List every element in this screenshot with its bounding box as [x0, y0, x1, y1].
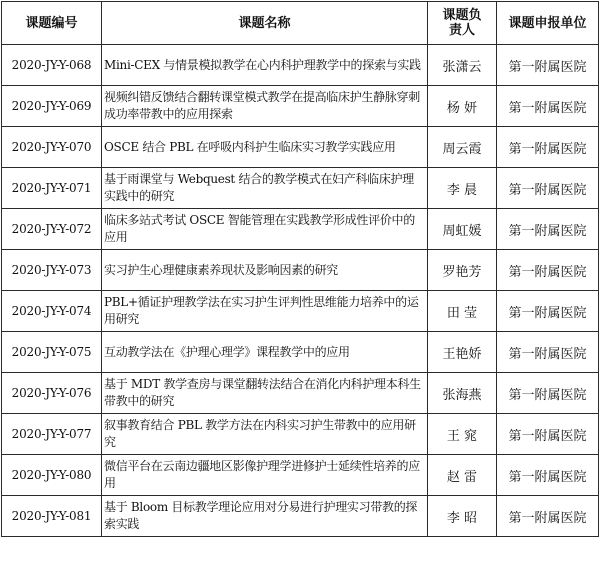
project-leader-cell: 赵 雷 — [428, 455, 497, 496]
project-id-cell: 2020-JY-Y-073 — [2, 250, 102, 291]
project-name-cell: OSCE 结合 PBL 在呼吸内科护生临床实习教学实践应用 — [102, 127, 428, 168]
project-table — [1, 1, 599, 537]
project-name-cell: 基于 Bloom 目标教学理论应用对分易进行护理实习带教的探索实践 — [102, 496, 428, 537]
project-name-cell: 临床多站式考试 OSCE 智能管理在实践教学形成性评价中的应用 — [102, 209, 428, 250]
project-leader-cell: 周云霞 — [428, 127, 497, 168]
header-project-leader: 课题负责人 — [428, 2, 497, 45]
project-leader-cell: 李 晨 — [428, 168, 497, 209]
project-leader-cell: 张潇云 — [428, 45, 497, 86]
header-project-name: 课题名称 — [102, 2, 428, 45]
applying-unit-cell: 第一附属医院 — [497, 209, 599, 250]
project-id-cell: 2020-JY-Y-080 — [2, 455, 102, 496]
project-id-cell: 2020-JY-Y-069 — [2, 86, 102, 127]
project-name-cell: 基于 MDT 教学查房与课堂翻转法结合在消化内科护理本科生带教中的研究 — [102, 373, 428, 414]
table-row — [2, 168, 599, 209]
applying-unit-cell: 第一附属医院 — [497, 127, 599, 168]
project-id-cell: 2020-JY-Y-068 — [2, 45, 102, 86]
table-row — [2, 332, 599, 373]
project-id-cell: 2020-JY-Y-077 — [2, 414, 102, 455]
table-row — [2, 45, 599, 86]
project-name-cell: 叙事教育结合 PBL 教学方法在内科实习护生带教中的应用研究 — [102, 414, 428, 455]
project-name-cell: 视频纠错反馈结合翻转课堂模式教学在提高临床护生静脉穿刺成功率带教中的应用探索 — [102, 86, 428, 127]
header-project-id: 课题编号 — [2, 2, 102, 45]
project-id-cell: 2020-JY-Y-070 — [2, 127, 102, 168]
table-row — [2, 127, 599, 168]
applying-unit-cell: 第一附属医院 — [497, 496, 599, 537]
project-id-cell: 2020-JY-Y-072 — [2, 209, 102, 250]
project-id-cell: 2020-JY-Y-071 — [2, 168, 102, 209]
applying-unit-cell: 第一附属医院 — [497, 373, 599, 414]
project-name-cell: 实习护生心理健康素养现状及影响因素的研究 — [102, 250, 428, 291]
project-name-cell: PBL+循证护理教学法在实习护生评判性思维能力培养中的运用研究 — [102, 291, 428, 332]
applying-unit-cell: 第一附属医院 — [497, 250, 599, 291]
project-id-cell: 2020-JY-Y-076 — [2, 373, 102, 414]
table-row — [2, 414, 599, 455]
table-row — [2, 455, 599, 496]
project-leader-cell: 罗艳芳 — [428, 250, 497, 291]
project-leader-cell: 张海燕 — [428, 373, 497, 414]
project-leader-cell: 李 昭 — [428, 496, 497, 537]
project-leader-cell: 杨 妍 — [428, 86, 497, 127]
project-id-cell: 2020-JY-Y-074 — [2, 291, 102, 332]
table-row — [2, 496, 599, 537]
table-row — [2, 86, 599, 127]
project-name-cell: 互动教学法在《护理心理学》课程教学中的应用 — [102, 332, 428, 373]
applying-unit-cell: 第一附属医院 — [497, 86, 599, 127]
applying-unit-cell: 第一附属医院 — [497, 45, 599, 86]
project-leader-cell: 田 莹 — [428, 291, 497, 332]
project-leader-cell: 王 窕 — [428, 414, 497, 455]
applying-unit-cell: 第一附属医院 — [497, 332, 599, 373]
table-row — [2, 373, 599, 414]
project-name-cell: 微信平台在云南边疆地区影像护理学进修护士延续性培养的应用 — [102, 455, 428, 496]
table-row — [2, 250, 599, 291]
project-name-cell: 基于雨课堂与 Webquest 结合的教学模式在妇产科临床护理实践中的研究 — [102, 168, 428, 209]
applying-unit-cell: 第一附属医院 — [497, 291, 599, 332]
table-header-row — [2, 2, 599, 45]
project-id-cell: 2020-JY-Y-081 — [2, 496, 102, 537]
table-row — [2, 209, 599, 250]
table-row — [2, 291, 599, 332]
project-leader-cell: 周虹媛 — [428, 209, 497, 250]
project-name-cell: Mini-CEX 与情景模拟教学在心内科护理教学中的探索与实践 — [102, 45, 428, 86]
applying-unit-cell: 第一附属医院 — [497, 168, 599, 209]
project-id-cell: 2020-JY-Y-075 — [2, 332, 102, 373]
applying-unit-cell: 第一附属医院 — [497, 414, 599, 455]
header-applying-unit: 课题申报单位 — [497, 2, 599, 45]
applying-unit-cell: 第一附属医院 — [497, 455, 599, 496]
project-leader-cell: 王艳娇 — [428, 332, 497, 373]
